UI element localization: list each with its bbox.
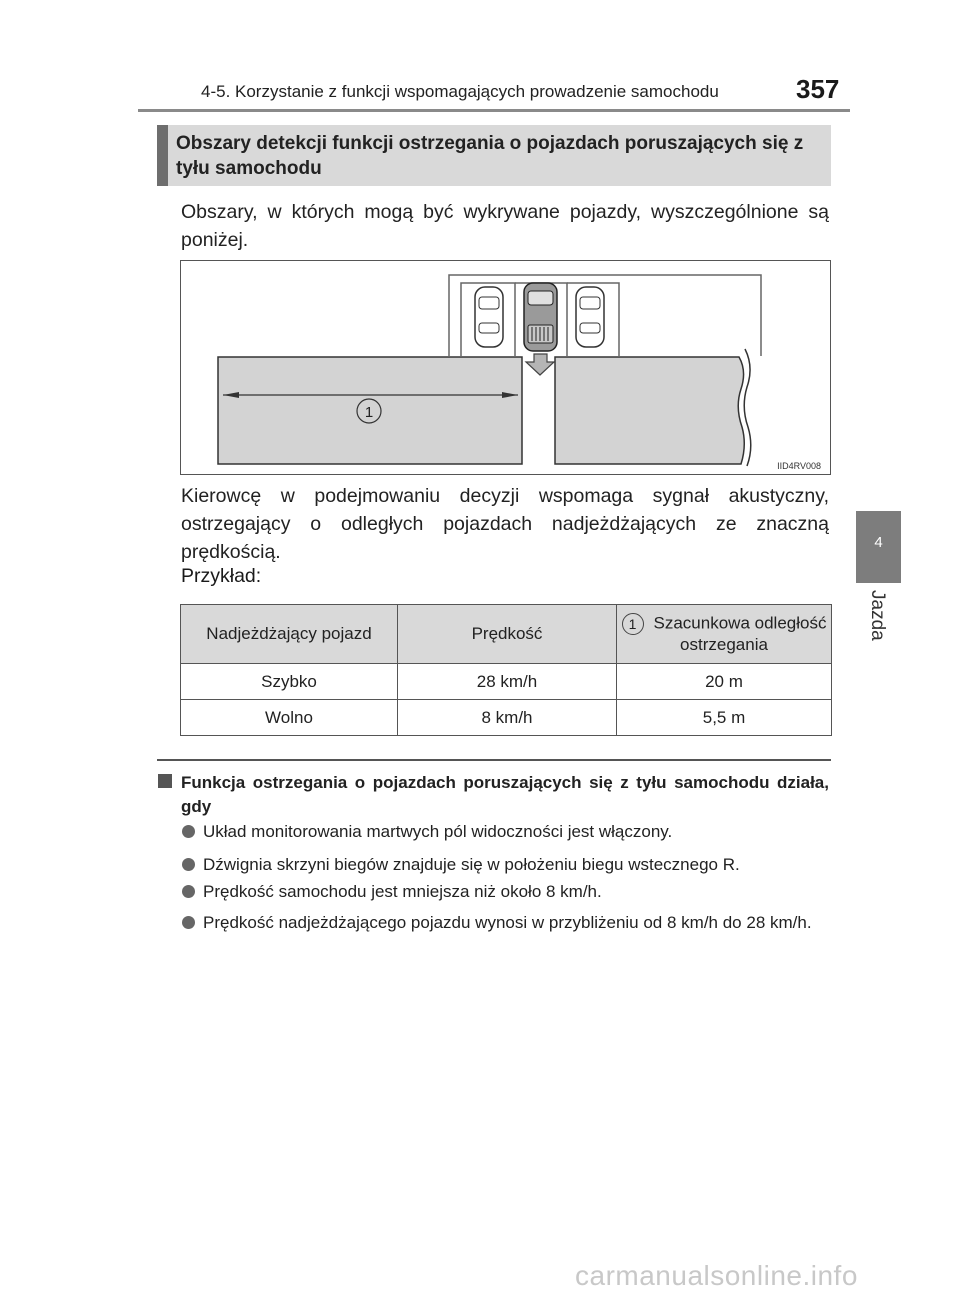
detection-area-illustration — [181, 261, 830, 474]
table-header-distance-label: Szacunkowa odległość ostrzegania — [653, 613, 827, 654]
table-header-distance — [617, 605, 832, 664]
page-number: 357 — [796, 74, 840, 104]
running-header: 4-5. Korzystanie z funkcji wspomagających prowadzenie samochodu — [201, 82, 719, 101]
chapter-label: Jazda — [867, 590, 888, 641]
description-paragraph: Kierowcę w podejmowaniu decyzji wspomaga sygnał akustyczny, ostrzegający o odległych pojazdach nadjeżdżających ze znaczną prędkością. — [181, 485, 829, 563]
example-label: Przykład: — [181, 565, 262, 587]
reverse-direction-arrow-icon — [526, 354, 554, 375]
warning-distance-table — [180, 604, 832, 736]
table-cell: 20 m — [617, 664, 832, 700]
table-header-speed: Prędkość — [398, 605, 617, 664]
chapter-number: 4 — [874, 534, 883, 551]
section-separator — [157, 759, 831, 761]
table-cell: 8 km/h — [398, 700, 617, 736]
list-item: Dźwignia skrzyni biegów znajduje się w położeniu biegu wstecznego R. — [203, 855, 740, 874]
detection-area-figure — [180, 260, 831, 475]
section-heading-bar — [157, 125, 168, 186]
table-cell: 28 km/h — [398, 664, 617, 700]
bullet-dot-icon — [182, 880, 203, 904]
list-item: Prędkość nadjeżdżającego pojazdu wynosi w przybliżeniu od 8 km/h do 28 km/h. — [203, 913, 812, 932]
section-title: Obszary detekcji funkcji ostrzegania o pojazdach poruszających się z tyłu samochodu — [176, 133, 804, 179]
list-item: Prędkość samochodu jest mniejsza niż około 8 km/h. — [203, 882, 602, 901]
table-row — [181, 700, 832, 736]
bullet-dot-icon — [182, 820, 203, 844]
table-cell: Szybko — [181, 664, 398, 700]
figure-code: IID4RV008 — [777, 461, 821, 471]
figure-callout: 1 — [364, 404, 374, 421]
header-divider — [138, 109, 850, 112]
table-cell: Wolno — [181, 700, 398, 736]
bullet-dot-icon — [182, 911, 203, 935]
detection-zone-right — [555, 357, 744, 464]
table-header-callout: 1 — [622, 613, 644, 635]
conditions-heading: Funkcja ostrzegania o pojazdach poruszających się z tyłu samochodu działa, gdy — [181, 773, 829, 816]
parked-car-right-icon — [576, 287, 604, 347]
square-bullet-icon — [158, 774, 172, 788]
own-vehicle-icon — [524, 283, 557, 351]
table-cell: 5,5 m — [617, 700, 832, 736]
table-header-vehicle: Nadjeżdżający pojazd — [181, 605, 398, 664]
parked-car-left-icon — [475, 287, 503, 347]
intro-paragraph: Obszary, w których mogą być wykrywane pojazdy, wyszczególnione są poniżej. — [181, 201, 829, 251]
table-row — [181, 664, 832, 700]
table-header-row — [181, 605, 832, 664]
list-item: Układ monitorowania martwych pól widoczności jest włączony. — [203, 822, 673, 841]
bullet-dot-icon — [182, 853, 203, 877]
watermark: carmanualsonline.info — [575, 1260, 858, 1291]
